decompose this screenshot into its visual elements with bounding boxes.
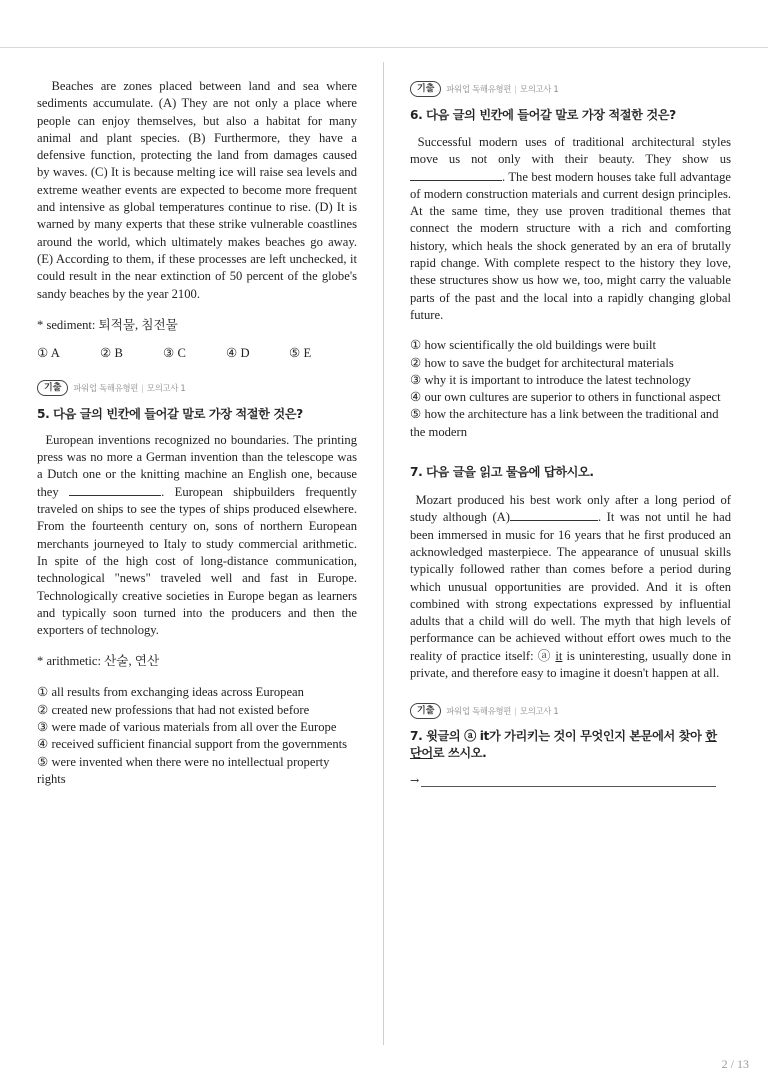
- tag-separator: |: [514, 84, 517, 94]
- q5-option-3[interactable]: ③ were made of various materials from all over the Europe: [37, 720, 337, 735]
- q6-passage: [410, 134, 735, 324]
- q6-option-3[interactable]: ③ why it is important to introduce the latest technology: [410, 372, 691, 387]
- q5-passage: [37, 432, 361, 640]
- q6-source-tag: [410, 80, 731, 98]
- q7-passage-middle: . It was not until he had been immersed in music for 16 years that he first produced an acknowledged masterpiece. The appearance of unusual skills typically followed rather than comes before a period during which unusual opportunities are provided. And it is often combined with strong expectations expressed by influential adults that a child will do well. The myth that high levels of performance can be achieved without effort owes much to the reality of practice itself: ⓐ: [410, 510, 735, 663]
- q4-choice-5[interactable]: ⑤ E: [289, 345, 312, 360]
- q4-footnote: * sediment: 퇴적물, 침전물: [37, 317, 178, 332]
- q7-sub-title-end: 로 쓰시오.: [432, 746, 487, 761]
- q6-passage-start: Successful modern uses of traditional architectural styles move us not only with their beauty. They show us: [410, 135, 735, 167]
- q7-subquestion-title: [410, 728, 731, 762]
- q5-passage-end: . European shipbuilders frequently traveled on ships to see the types of ships produced elsewhere. From the fourteenth century on, sons of northern European merchants journeyed to Italy to study commercial arithmetic. In spite of the high cost of long-distance communication, technological "news" traveled well and fast in Europe. Technologically creative societies in Europe began as learners and typically soon turned into the producers and then the exporters of technology.: [37, 484, 361, 638]
- q5-footnote: * arithmetic: 산술, 연산: [37, 654, 160, 669]
- q5-source-tag: [37, 379, 357, 397]
- q7-underlined-it: it: [555, 648, 563, 663]
- source-exam: 모의고사 1: [519, 706, 559, 717]
- q4-choice-2[interactable]: ② B: [100, 345, 123, 360]
- right-column: [410, 80, 735, 788]
- q4-passage: Beaches are zones placed between land and sea where sediments accumulate. (A) They are not only a place where people can enjoy themselves, but also a habitat for many animal and plant species. (B) Furthermore, they have a defensive function, protecting the land from damages caused by waves. (C) It is because melting ice will raise sea levels and extreme weather events are expected to become more frequent and intensive as global temperatures continue to rise. (D) It is warned by many experts that these strike vulnerable coastlines around the world, which ultimately makes beaches go away. (E) According to them, if these processes are left unchecked, it could result in the near extinction of 50 percent of the globe's sandy beaches by the year 2100.: [37, 79, 361, 301]
- q5-title: 5. 다음 글의 빈칸에 들어갈 말로 가장 적절한 것은?: [37, 406, 303, 421]
- tag-separator: |: [514, 706, 517, 717]
- q6-option-4[interactable]: ④ our own cultures are superior to others in functional aspect: [410, 390, 721, 405]
- q7-passage-end: is uninteresting, usually done in private, and therefore easy to imagine it doesn't happen at all.: [410, 648, 735, 681]
- q7-source-tag: [410, 702, 731, 720]
- q5-option-4[interactable]: ④ received sufficient financial support from the governments: [37, 737, 348, 752]
- source-book: 파워업 독해유형편: [446, 706, 512, 717]
- q7-sub-title-underlined: 한 단어: [410, 729, 717, 761]
- q4-choice-3[interactable]: ③ C: [163, 345, 186, 360]
- page-number: 2 / 13: [721, 1057, 749, 1071]
- column-divider: [383, 62, 384, 1045]
- exam-badge: 기출: [37, 380, 68, 396]
- q6-blank: [410, 169, 502, 181]
- answer-underline[interactable]: [421, 776, 716, 787]
- q7-blank-a: [510, 509, 598, 521]
- source-exam: 모의고사 1: [146, 382, 186, 393]
- q7-passage-start: Mozart produced his best work only after a long period of study although (A): [410, 493, 735, 525]
- q6-option-2[interactable]: ② how to save the budget for architectural materials: [410, 355, 674, 370]
- q7-heading: 7. 다음 글을 읽고 물음에 답하시오.: [410, 465, 594, 480]
- q5-option-5[interactable]: ⑤ were invented when there were no intellectual property rights: [37, 754, 330, 786]
- q6-title: 6. 다음 글의 빈칸에 들어갈 말로 가장 적절한 것은?: [410, 108, 676, 122]
- source-book: 파워업 독해유형편: [73, 382, 139, 393]
- q5-option-1[interactable]: ① all results from exchanging ideas across European: [37, 685, 304, 700]
- q6-passage-end: . The best modern houses take full advantage of modern construction materials and current design principles. At the same time, they use proven traditional themes that connect the modern structure with a rich and comforting history, which heals the shock generated by an era of brutally rapid change. With complete respect to the history they love, these structures show us how we, too, might carry the valuable parts of the past and the local into a rapidly changing global future.: [410, 169, 735, 322]
- q6-option-1[interactable]: ① how scientifically the old buildings were built: [410, 338, 656, 353]
- q6-option-5[interactable]: ⑤ how the architecture has a link between the traditional and the modern: [410, 407, 719, 439]
- q5-passage-start: European inventions recognized no boundaries. The printing press was no more a German invention than the telescope was a Dutch one or the knitting machine an English one, because they: [37, 432, 361, 499]
- header-rule: [0, 47, 768, 48]
- arrow-icon: →: [410, 774, 420, 788]
- q5-option-2[interactable]: ② created new professions that had not existed before: [37, 702, 310, 717]
- q4-choices: [37, 345, 357, 361]
- q4-choice-1[interactable]: ① A: [37, 345, 60, 360]
- source-book: 파워업 독해유형편: [446, 84, 512, 94]
- q5-blank: [69, 484, 161, 496]
- source-exam: 모의고사 1: [519, 84, 559, 94]
- exam-badge: 기출: [410, 81, 441, 97]
- left-column: [37, 78, 361, 788]
- q7-sub-title-start: 7. 윗글의 ⓐ it가 가리키는 것이 무엇인지 본문에서 찾아: [410, 729, 706, 744]
- q7-answer-line[interactable]: [410, 774, 731, 787]
- tag-separator: |: [141, 382, 144, 393]
- exam-badge: 기출: [410, 703, 441, 719]
- q7-passage: [410, 492, 735, 682]
- q4-choice-4[interactable]: ④ D: [226, 345, 250, 360]
